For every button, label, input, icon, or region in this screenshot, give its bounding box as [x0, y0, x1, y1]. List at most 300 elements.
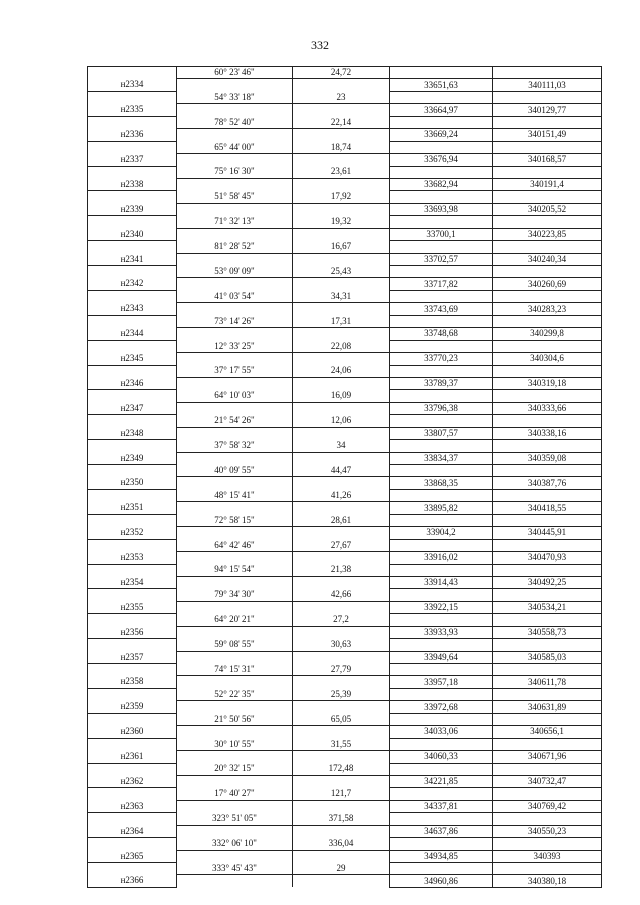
y-coordinate-cell	[493, 390, 602, 402]
angle-cell	[177, 601, 293, 613]
point-name-cell: н2348	[88, 427, 177, 439]
angle-cell: 48° 15' 41"	[177, 489, 293, 501]
angle-cell: 323° 51' 05"	[177, 813, 293, 825]
y-coordinate-cell	[493, 315, 602, 327]
point-name-cell	[88, 141, 177, 153]
x-coordinate-cell: 33700,1	[390, 228, 493, 240]
length-cell: 28,61	[293, 514, 390, 526]
angle-cell: 52° 22' 35"	[177, 688, 293, 700]
x-coordinate-cell: 34337,81	[390, 800, 493, 812]
angle-cell: 64° 10' 03"	[177, 390, 293, 402]
x-coordinate-cell: 34637,86	[390, 825, 493, 837]
point-name-cell: н2336	[88, 129, 177, 141]
x-coordinate-cell	[390, 216, 493, 228]
x-coordinate-cell	[390, 415, 493, 427]
angle-cell	[177, 253, 293, 265]
x-coordinate-cell	[390, 67, 493, 79]
angle-cell	[177, 328, 293, 340]
x-coordinate-cell	[390, 166, 493, 178]
point-name-cell: н2365	[88, 850, 177, 862]
x-coordinate-cell	[390, 315, 493, 327]
length-cell	[293, 775, 390, 787]
point-name-cell	[88, 241, 177, 253]
point-name-cell	[88, 664, 177, 676]
y-coordinate-cell: 340585,03	[493, 651, 602, 663]
x-coordinate-cell: 33664,97	[390, 104, 493, 116]
x-coordinate-cell	[390, 390, 493, 402]
angle-cell: 59° 08' 55"	[177, 639, 293, 651]
length-cell: 29	[293, 863, 390, 875]
point-name-cell: н2339	[88, 203, 177, 215]
angle-cell	[177, 79, 293, 91]
segment-row	[88, 564, 602, 576]
length-cell: 23,61	[293, 166, 390, 178]
y-coordinate-cell	[493, 141, 602, 153]
length-cell: 17,92	[293, 191, 390, 203]
x-coordinate-cell	[390, 664, 493, 676]
length-cell: 25,43	[293, 266, 390, 278]
y-coordinate-cell: 340418,55	[493, 502, 602, 514]
length-cell: 31,55	[293, 738, 390, 750]
y-coordinate-cell	[493, 838, 602, 850]
y-coordinate-cell	[493, 440, 602, 452]
x-coordinate-cell	[390, 863, 493, 875]
angle-cell: 17° 40' 27"	[177, 788, 293, 800]
angle-cell: 73° 14' 26"	[177, 315, 293, 327]
point-name-cell: н2364	[88, 825, 177, 837]
y-coordinate-cell	[493, 589, 602, 601]
angle-cell: 71° 32' 13"	[177, 216, 293, 228]
x-coordinate-cell	[390, 838, 493, 850]
y-coordinate-cell: 340299,8	[493, 328, 602, 340]
x-coordinate-cell	[390, 614, 493, 626]
x-coordinate-cell: 33651,63	[390, 79, 493, 91]
point-name-cell: н2345	[88, 353, 177, 365]
x-coordinate-cell: 34934,85	[390, 850, 493, 862]
y-coordinate-cell	[493, 116, 602, 128]
point-name-cell	[88, 315, 177, 327]
segment-row	[88, 191, 602, 203]
angle-cell: 37° 17' 55"	[177, 365, 293, 377]
y-coordinate-cell	[493, 738, 602, 750]
x-coordinate-cell: 33957,18	[390, 676, 493, 688]
point-name-cell: н2355	[88, 601, 177, 613]
point-row	[88, 452, 602, 464]
x-coordinate-cell: 33770,23	[390, 353, 493, 365]
length-cell	[293, 303, 390, 315]
x-coordinate-cell: 33807,57	[390, 427, 493, 439]
segment-row	[88, 67, 602, 79]
length-cell: 21,38	[293, 564, 390, 576]
angle-cell: 20° 32' 15"	[177, 763, 293, 775]
length-cell	[293, 502, 390, 514]
length-cell	[293, 154, 390, 166]
segment-row	[88, 688, 602, 700]
y-coordinate-cell	[493, 713, 602, 725]
angle-cell	[177, 552, 293, 564]
point-name-cell	[88, 166, 177, 178]
length-cell	[293, 278, 390, 290]
point-name-cell	[88, 216, 177, 228]
point-name-cell: н2335	[88, 104, 177, 116]
y-coordinate-cell: 340319,18	[493, 377, 602, 389]
segment-row	[88, 91, 602, 103]
angle-cell: 64° 20' 21"	[177, 614, 293, 626]
angle-cell: 64° 42' 46"	[177, 539, 293, 551]
angle-cell	[177, 203, 293, 215]
x-coordinate-cell: 33743,69	[390, 303, 493, 315]
segment-row	[88, 166, 602, 178]
angle-cell	[177, 751, 293, 763]
y-coordinate-cell	[493, 813, 602, 825]
angle-cell	[177, 427, 293, 439]
y-coordinate-cell: 340611,78	[493, 676, 602, 688]
x-coordinate-cell: 34033,06	[390, 726, 493, 738]
y-coordinate-cell	[493, 564, 602, 576]
point-name-cell: н2341	[88, 253, 177, 265]
y-coordinate-cell: 340260,69	[493, 278, 602, 290]
segment-row	[88, 489, 602, 501]
point-name-cell	[88, 415, 177, 427]
x-coordinate-cell	[390, 191, 493, 203]
segment-row	[88, 614, 602, 626]
length-cell: 42,66	[293, 589, 390, 601]
y-coordinate-cell: 340304,6	[493, 353, 602, 365]
y-coordinate-cell	[493, 415, 602, 427]
point-row	[88, 576, 602, 588]
segment-row	[88, 290, 602, 302]
y-coordinate-cell: 340470,93	[493, 552, 602, 564]
point-name-cell: н2363	[88, 800, 177, 812]
angle-cell	[177, 154, 293, 166]
length-cell	[293, 178, 390, 190]
y-coordinate-cell: 340223,85	[493, 228, 602, 240]
segment-row	[88, 713, 602, 725]
x-coordinate-cell	[390, 539, 493, 551]
point-name-cell: н2356	[88, 626, 177, 638]
segment-row	[88, 838, 602, 850]
point-name-cell: н2344	[88, 328, 177, 340]
point-name-cell	[88, 290, 177, 302]
segment-row	[88, 639, 602, 651]
length-cell	[293, 601, 390, 613]
y-coordinate-cell: 340558,73	[493, 626, 602, 638]
y-coordinate-cell: 340631,89	[493, 701, 602, 713]
point-name-cell	[88, 863, 177, 875]
length-cell	[293, 129, 390, 141]
segment-row	[88, 365, 602, 377]
point-name-cell: н2362	[88, 775, 177, 787]
point-row	[88, 129, 602, 141]
point-row	[88, 178, 602, 190]
length-cell	[293, 353, 390, 365]
angle-cell: 79° 34' 30"	[177, 589, 293, 601]
length-cell: 172,48	[293, 763, 390, 775]
y-coordinate-cell: 340111,03	[493, 79, 602, 91]
x-coordinate-cell: 33914,43	[390, 576, 493, 588]
angle-cell	[177, 228, 293, 240]
segment-row	[88, 763, 602, 775]
y-coordinate-cell: 340191,4	[493, 178, 602, 190]
point-row	[88, 427, 602, 439]
angle-cell: 54° 33' 18"	[177, 91, 293, 103]
x-coordinate-cell: 33933,93	[390, 626, 493, 638]
x-coordinate-cell	[390, 141, 493, 153]
y-coordinate-cell	[493, 216, 602, 228]
point-row	[88, 104, 602, 116]
y-coordinate-cell: 340534,21	[493, 601, 602, 613]
length-cell	[293, 751, 390, 763]
length-cell: 22,14	[293, 116, 390, 128]
angle-cell	[177, 850, 293, 862]
angle-cell: 37° 58' 32"	[177, 440, 293, 452]
point-row	[88, 601, 602, 613]
length-cell	[293, 104, 390, 116]
angle-cell	[177, 477, 293, 489]
y-coordinate-cell: 340445,91	[493, 527, 602, 539]
point-name-cell	[88, 191, 177, 203]
segment-row	[88, 440, 602, 452]
y-coordinate-cell: 340151,49	[493, 129, 602, 141]
length-cell: 24,72	[293, 67, 390, 79]
angle-cell	[177, 825, 293, 837]
point-name-cell	[88, 465, 177, 477]
y-coordinate-cell	[493, 465, 602, 477]
angle-cell	[177, 676, 293, 688]
x-coordinate-cell: 33834,37	[390, 452, 493, 464]
point-name-cell	[88, 738, 177, 750]
length-cell: 23	[293, 91, 390, 103]
y-coordinate-cell: 340732,47	[493, 775, 602, 787]
x-coordinate-cell	[390, 738, 493, 750]
point-row	[88, 751, 602, 763]
y-coordinate-cell: 340656,1	[493, 726, 602, 738]
point-row	[88, 775, 602, 787]
point-name-cell	[88, 688, 177, 700]
length-cell: 27,67	[293, 539, 390, 551]
y-coordinate-cell: 340671,96	[493, 751, 602, 763]
x-coordinate-cell: 33682,94	[390, 178, 493, 190]
segment-row	[88, 415, 602, 427]
point-row	[88, 502, 602, 514]
y-coordinate-cell	[493, 91, 602, 103]
length-cell: 22,08	[293, 340, 390, 352]
x-coordinate-cell: 34960,86	[390, 875, 493, 887]
y-coordinate-cell: 340129,77	[493, 104, 602, 116]
x-coordinate-cell: 33676,94	[390, 154, 493, 166]
angle-cell	[177, 129, 293, 141]
y-coordinate-cell	[493, 788, 602, 800]
segment-row	[88, 788, 602, 800]
point-row	[88, 477, 602, 489]
segment-row	[88, 589, 602, 601]
point-name-cell	[88, 365, 177, 377]
length-cell: 34	[293, 440, 390, 452]
point-name-cell: н2346	[88, 377, 177, 389]
length-cell	[293, 875, 390, 887]
x-coordinate-cell: 33717,82	[390, 278, 493, 290]
angle-cell: 21° 50' 56"	[177, 713, 293, 725]
angle-cell	[177, 527, 293, 539]
segment-row	[88, 539, 602, 551]
point-name-cell	[88, 539, 177, 551]
length-cell: 41,26	[293, 489, 390, 501]
x-coordinate-cell	[390, 564, 493, 576]
angle-cell: 72° 58' 15"	[177, 514, 293, 526]
point-name-cell: н2334	[88, 79, 177, 91]
point-row	[88, 303, 602, 315]
y-coordinate-cell	[493, 763, 602, 775]
x-coordinate-cell	[390, 340, 493, 352]
point-row	[88, 527, 602, 539]
length-cell: 17,31	[293, 315, 390, 327]
segment-row	[88, 664, 602, 676]
point-name-cell	[88, 440, 177, 452]
y-coordinate-cell	[493, 191, 602, 203]
length-cell	[293, 79, 390, 91]
y-coordinate-cell	[493, 365, 602, 377]
length-cell: 27,2	[293, 614, 390, 626]
point-name-cell	[88, 340, 177, 352]
y-coordinate-cell	[493, 664, 602, 676]
point-name-cell	[88, 589, 177, 601]
segment-row	[88, 863, 602, 875]
length-cell	[293, 402, 390, 414]
y-coordinate-cell: 340168,57	[493, 154, 602, 166]
segment-row	[88, 465, 602, 477]
x-coordinate-cell: 33916,02	[390, 552, 493, 564]
point-row	[88, 800, 602, 812]
angle-cell: 41° 03' 54"	[177, 290, 293, 302]
point-name-cell	[88, 713, 177, 725]
length-cell: 65,05	[293, 713, 390, 725]
point-row	[88, 850, 602, 862]
segment-row	[88, 813, 602, 825]
point-name-cell	[88, 390, 177, 402]
angle-cell	[177, 303, 293, 315]
x-coordinate-cell	[390, 440, 493, 452]
length-cell	[293, 651, 390, 663]
angle-cell	[177, 800, 293, 812]
point-row	[88, 875, 602, 887]
angle-cell	[177, 502, 293, 514]
y-coordinate-cell: 340492,25	[493, 576, 602, 588]
y-coordinate-cell: 340240,34	[493, 253, 602, 265]
length-cell: 24,06	[293, 365, 390, 377]
point-name-cell: н2357	[88, 651, 177, 663]
point-row	[88, 328, 602, 340]
y-coordinate-cell	[493, 863, 602, 875]
point-name-cell	[88, 67, 177, 79]
length-cell	[293, 228, 390, 240]
point-name-cell: н2361	[88, 751, 177, 763]
angle-cell: 40° 09' 55"	[177, 465, 293, 477]
y-coordinate-cell	[493, 67, 602, 79]
x-coordinate-cell	[390, 290, 493, 302]
length-cell: 27,79	[293, 664, 390, 676]
x-coordinate-cell	[390, 116, 493, 128]
segment-row	[88, 390, 602, 402]
length-cell	[293, 576, 390, 588]
point-row	[88, 377, 602, 389]
point-row	[88, 726, 602, 738]
angle-cell: 74° 15' 31"	[177, 664, 293, 676]
length-cell	[293, 800, 390, 812]
y-coordinate-cell: 340283,23	[493, 303, 602, 315]
point-row	[88, 353, 602, 365]
point-name-cell: н2347	[88, 402, 177, 414]
length-cell: 44,47	[293, 465, 390, 477]
point-row	[88, 701, 602, 713]
point-row	[88, 552, 602, 564]
y-coordinate-cell	[493, 290, 602, 302]
length-cell	[293, 626, 390, 638]
point-name-cell: н2351	[88, 502, 177, 514]
angle-cell: 21° 54' 26"	[177, 415, 293, 427]
point-name-cell	[88, 116, 177, 128]
point-row	[88, 651, 602, 663]
y-coordinate-cell	[493, 241, 602, 253]
angle-cell	[177, 626, 293, 638]
x-coordinate-cell	[390, 688, 493, 700]
y-coordinate-cell: 340380,18	[493, 875, 602, 887]
point-row	[88, 253, 602, 265]
y-coordinate-cell	[493, 489, 602, 501]
segment-row	[88, 340, 602, 352]
length-cell	[293, 527, 390, 539]
y-coordinate-cell: 340338,16	[493, 427, 602, 439]
point-name-cell	[88, 489, 177, 501]
angle-cell: 30° 10' 55"	[177, 738, 293, 750]
length-cell: 25,39	[293, 688, 390, 700]
point-row	[88, 79, 602, 91]
point-name-cell: н2352	[88, 527, 177, 539]
length-cell: 16,09	[293, 390, 390, 402]
angle-cell	[177, 353, 293, 365]
segment-row	[88, 216, 602, 228]
point-name-cell: н2358	[88, 676, 177, 688]
angle-cell	[177, 452, 293, 464]
point-name-cell: н2354	[88, 576, 177, 588]
y-coordinate-cell	[493, 688, 602, 700]
point-row	[88, 228, 602, 240]
x-coordinate-cell: 34221,85	[390, 775, 493, 787]
length-cell: 16,67	[293, 241, 390, 253]
angle-cell: 94° 15' 54"	[177, 564, 293, 576]
y-coordinate-cell	[493, 166, 602, 178]
x-coordinate-cell: 33972,68	[390, 701, 493, 713]
x-coordinate-cell: 33904,2	[390, 527, 493, 539]
segment-row	[88, 266, 602, 278]
angle-cell	[177, 875, 293, 887]
angle-cell: 333° 45' 43"	[177, 863, 293, 875]
angle-cell	[177, 377, 293, 389]
point-name-cell	[88, 614, 177, 626]
angle-cell	[177, 402, 293, 414]
x-coordinate-cell	[390, 763, 493, 775]
y-coordinate-cell: 340769,42	[493, 800, 602, 812]
point-name-cell: н2340	[88, 228, 177, 240]
length-cell	[293, 676, 390, 688]
y-coordinate-cell	[493, 614, 602, 626]
point-name-cell: н2338	[88, 178, 177, 190]
x-coordinate-cell	[390, 489, 493, 501]
x-coordinate-cell	[390, 241, 493, 253]
angle-cell: 75° 16' 30"	[177, 166, 293, 178]
angle-cell	[177, 726, 293, 738]
angle-cell: 12° 33' 25"	[177, 340, 293, 352]
point-row	[88, 825, 602, 837]
